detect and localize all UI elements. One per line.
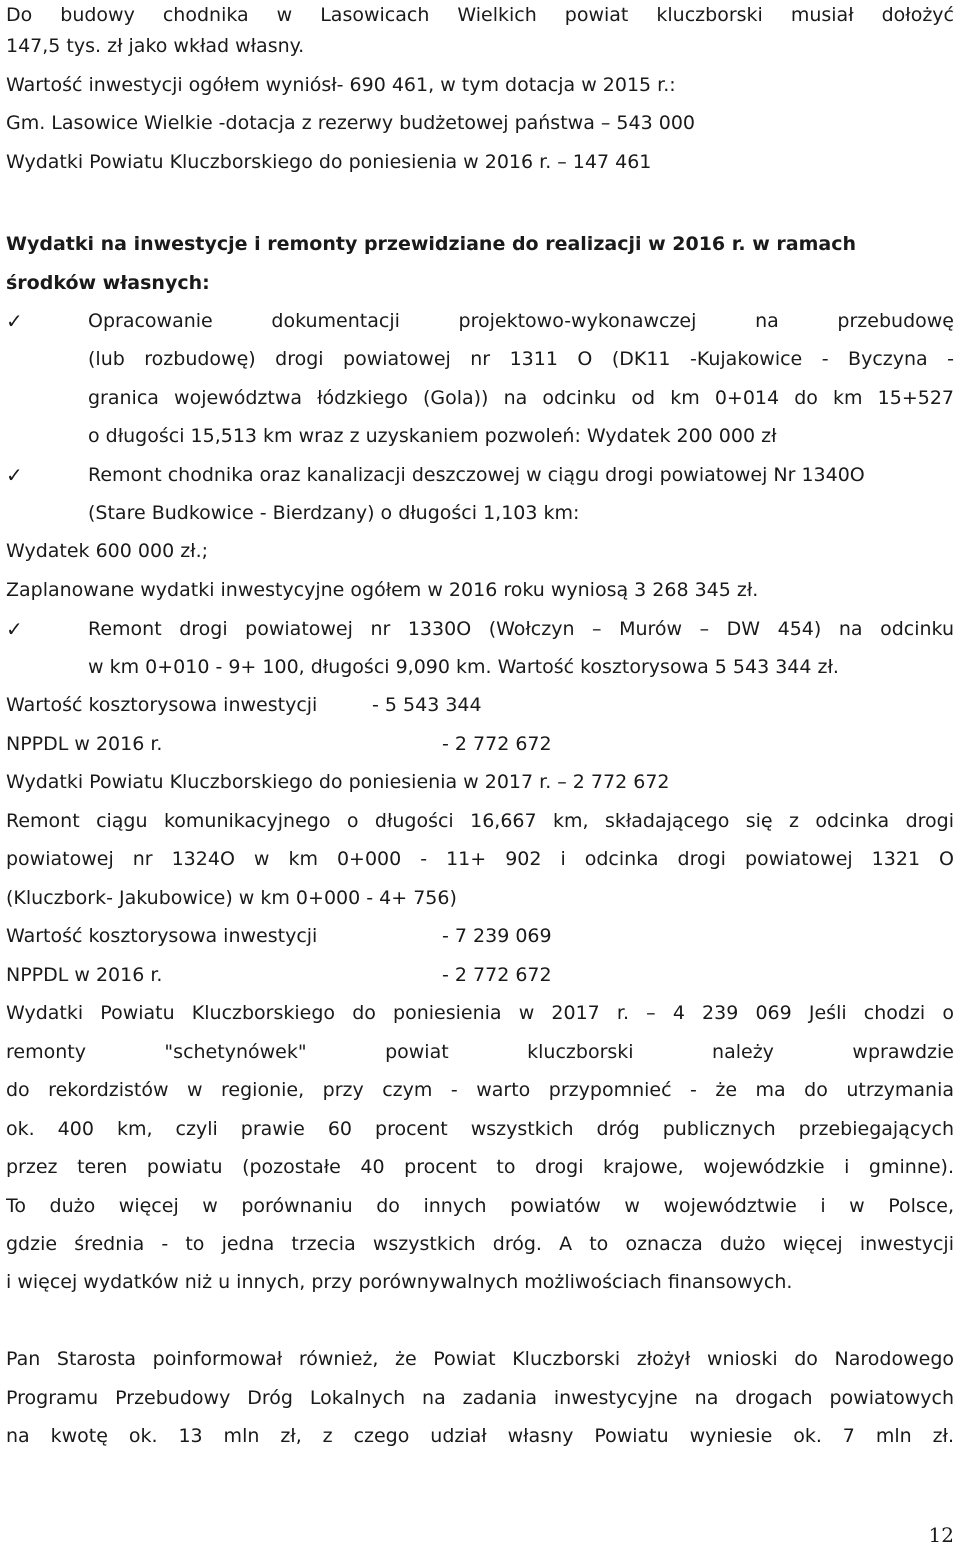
expense-line: Wydatek 600 000 zł.;	[6, 540, 209, 562]
intro-line-5: Wydatki Powiatu Kluczborskiego do poniesienia w 2016 r. – 147 461	[6, 151, 652, 173]
cost-estimate-row-1	[6, 690, 954, 720]
paragraph2-line-2: Programu Przebudowy Dróg Lokalnych na zadania inwestycyjne na drogach powiatowych	[6, 1387, 954, 1409]
paragraph-line-7: gdzie średnia - to jedna trzecia wszystkich dróg. A to oznacza dużo więcej inwestycji	[6, 1233, 954, 1255]
district-expense-2017-line: Wydatki Powiatu Kluczborskiego do poniesienia w 2017 r. – 2 772 672	[6, 771, 670, 793]
bullet-1-line-1: Opracowanie dokumentacji projektowo-wykonawczej na przebudowę	[88, 310, 954, 332]
checkmark-icon: ✓	[6, 309, 23, 333]
bullet-2-line-1: Remont chodnika oraz kanalizacji deszczowej w ciągu drogi powiatowej Nr 1340O	[88, 464, 865, 486]
paragraph-line-8: i więcej wydatków niż u innych, przy porównywalnych możliwościach finansowych.	[6, 1271, 793, 1293]
cost-estimate-label: Wartość kosztorysowa inwestycji	[6, 925, 318, 947]
cost-estimate-row-2	[6, 921, 954, 951]
paragraph-line-2: remonty "schetynówek" powiat kluczborski należy wprawdzie	[6, 1041, 954, 1063]
paragraph-line-3: do rekordzistów w regionie, przy czym - warto przypomnieć - że ma do utrzymania	[6, 1079, 954, 1101]
repair-line-1: Remont ciągu komunikacyjnego o długości 16,667 km, składającego się z odcinka drogi	[6, 810, 954, 832]
page-number: 12	[928, 1523, 954, 1547]
paragraph2-line-1: Pan Starosta poinformował również, że Powiat Kluczborski złożył wnioski do Narodowego	[6, 1348, 954, 1370]
nppdl-row-1	[6, 729, 954, 759]
nppdl-label: NPPDL w 2016 r.	[6, 733, 163, 755]
nppdl-row-2	[6, 960, 954, 990]
bullet-3-line-1: Remont drogi powiatowej nr 1330O (Wołczyn – Murów – DW 454) na odcinku	[88, 618, 954, 640]
paragraph-line-5: przez teren powiatu (pozostałe 40 procent to drogi krajowe, wojewódzkie i gminne).	[6, 1156, 954, 1178]
bullet-1-line-2: (lub rozbudowę) drogi powiatowej nr 1311 O (DK11 -Kujakowice - Byczyna -	[88, 348, 954, 370]
intro-line-1: Do budowy chodnika w Lasowicach Wielkich powiat kluczborski musiał dołożyć	[6, 4, 954, 26]
paragraph-line-1: Wydatki Powiatu Kluczborskiego do poniesienia w 2017 r. – 4 239 069 Jeśli chodzi o	[6, 1002, 954, 1024]
bullet-2-line-2: (Stare Budkowice - Bierdzany) o długości 1,103 km:	[88, 502, 580, 524]
nppdl-value: - 2 772 672	[442, 964, 552, 986]
repair-line-3: (Kluczbork- Jakubowice) w km 0+000 - 4+ 756)	[6, 887, 457, 909]
bullet-3-line-2: w km 0+010 - 9+ 100, długości 9,090 km. Wartość kosztorysowa 5 543 344 zł.	[88, 656, 839, 678]
intro-line-4: Gm. Lasowice Wielkie -dotacja z rezerwy budżetowej państwa – 543 000	[6, 112, 695, 134]
paragraph-line-6: To dużo więcej w porównaniu do innych powiatów w województwie i w Polsce,	[6, 1195, 954, 1217]
bullet-1-line-4: o długości 15,513 km wraz z uzyskaniem pozwoleń: Wydatek 200 000 zł	[88, 425, 777, 447]
checkmark-icon: ✓	[6, 463, 23, 487]
repair-line-2: powiatowej nr 1324O w km 0+000 - 11+ 902 i odcinka drogi powiatowej 1321 O	[6, 848, 954, 870]
cost-estimate-label: Wartość kosztorysowa inwestycji	[6, 694, 318, 716]
cost-estimate-value: - 7 239 069	[442, 925, 552, 947]
bullet-1-line-3: granica województwa łódzkiego (Gola)) na odcinku od km 0+014 do km 15+527	[88, 387, 954, 409]
intro-line-2: 147,5 tys. zł jako wkład własny.	[6, 35, 305, 57]
nppdl-value: - 2 772 672	[442, 733, 552, 755]
paragraph-line-4: ok. 400 km, czyli prawie 60 procent wszystkich dróg publicznych przebiegających	[6, 1118, 954, 1140]
section-heading-line-2: środków własnych:	[6, 272, 210, 294]
planned-total-line: Zaplanowane wydatki inwestycyjne ogółem w 2016 roku wyniosą 3 268 345 zł.	[6, 579, 759, 601]
paragraph2-line-3: na kwotę ok. 13 mln zł, z czego udział własny Powiatu wyniesie ok. 7 mln zł.	[6, 1425, 954, 1447]
section-heading-line-1: Wydatki na inwestycje i remonty przewidziane do realizacji w 2016 r. w ramach	[6, 233, 857, 255]
intro-line-3: Wartość inwestycji ogółem wyniósł- 690 461, w tym dotacja w 2015 r.:	[6, 74, 676, 96]
checkmark-icon: ✓	[6, 617, 23, 641]
cost-estimate-value: - 5 543 344	[372, 694, 482, 716]
nppdl-label: NPPDL w 2016 r.	[6, 964, 163, 986]
